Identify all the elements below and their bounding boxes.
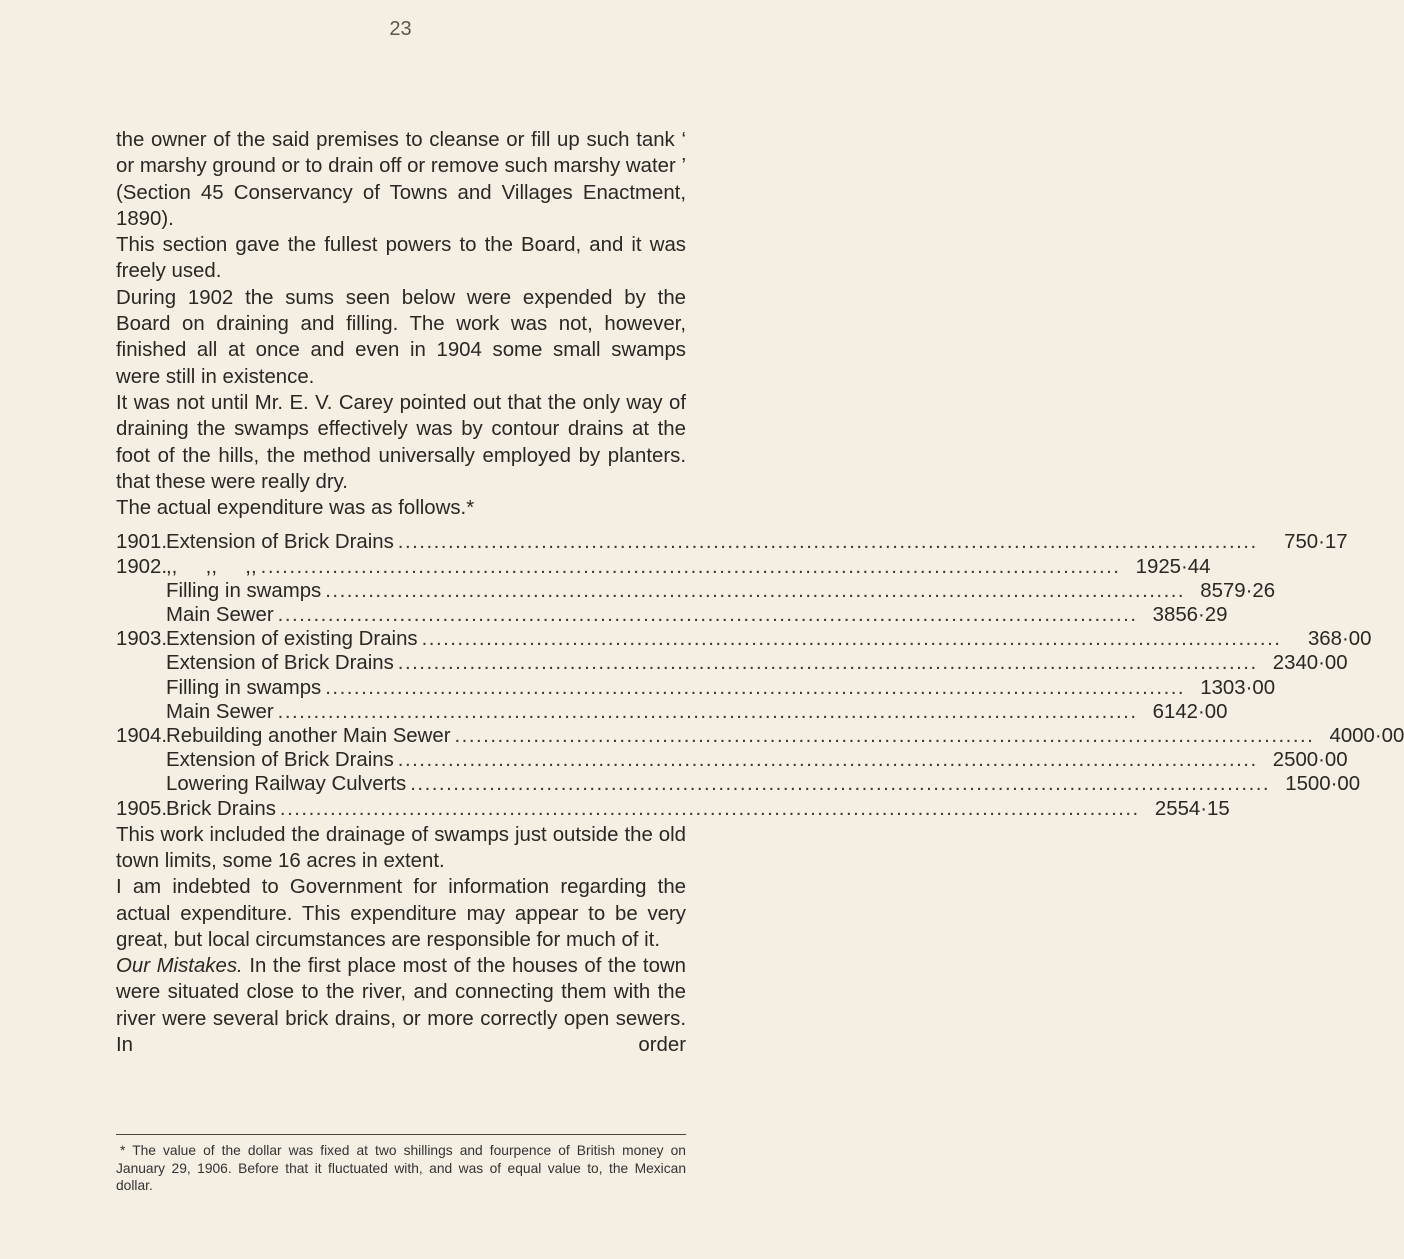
expenditure-item xyxy=(166,554,1120,580)
expenditure-amount: 1303·00 xyxy=(1200,676,1276,699)
footnote-marker: * xyxy=(120,1143,126,1158)
expenditure-year: 1904. xyxy=(116,724,168,747)
paragraph: This section gave the fullest powers to the Board, and it was freely used. xyxy=(116,234,686,283)
expenditure-year: 1905. xyxy=(116,797,168,820)
expenditure-amount: 4000·00 xyxy=(1329,724,1404,747)
expenditure-row xyxy=(116,723,1404,747)
expenditure-row xyxy=(116,675,1276,699)
leader-dots: ........................................................................................................................ xyxy=(277,700,1138,723)
expenditure-amount: 2554·15 xyxy=(1154,797,1230,820)
expenditure-item xyxy=(166,699,1138,725)
expenditure-row xyxy=(116,650,1348,675)
expenditure-item xyxy=(166,626,1281,652)
expenditure-item xyxy=(166,747,1258,773)
expenditure-item-text: Main Sewer xyxy=(166,700,274,723)
expenditure-item-text: Lowering Railway Culverts xyxy=(166,773,407,796)
expenditure-row xyxy=(116,529,1348,554)
expenditure-row xyxy=(116,578,1276,602)
leader-dots: ........................................................................................................................ xyxy=(397,531,1258,554)
expenditure-amount: 368·00 xyxy=(1307,628,1372,651)
expenditure-row xyxy=(116,699,1228,723)
footnote xyxy=(116,1142,686,1195)
expenditure-amount: 750·17 xyxy=(1284,531,1348,554)
expenditure-item-text: Rebuilding another Main Sewer xyxy=(166,724,451,747)
expenditure-row xyxy=(116,554,1211,578)
expenditure-item-text: Extension of existing Drains xyxy=(166,628,418,651)
expenditure-item xyxy=(166,650,1258,676)
expenditure-amount: 3856·29 xyxy=(1152,604,1228,627)
expenditure-item-text: Extension of Brick Drains xyxy=(166,749,394,772)
expenditure-item xyxy=(166,796,1140,822)
paragraph: During 1902 the sums seen below were expended by the Board on draining and filling. The work was not, however, finished all at once and even in 1904 some small swamps were still in existence. xyxy=(116,286,686,388)
expenditure-year: 1902. xyxy=(116,555,168,578)
leader-dots: ........................................................................................................................ xyxy=(454,724,1315,747)
leader-dots: ........................................................................................................................ xyxy=(325,676,1186,699)
expenditure-row xyxy=(116,796,1230,820)
leader-dots: ........................................................................................................................ xyxy=(277,604,1138,627)
expenditure-row xyxy=(116,771,1361,796)
expenditure-item-text: ,, ,, ,, xyxy=(166,555,257,578)
expenditure-item-text: Extension of Brick Drains xyxy=(166,531,394,554)
page-number: 23 xyxy=(389,18,412,40)
leader-dots: ........................................................................................................................ xyxy=(325,579,1186,602)
expenditure-item-text: Brick Drains xyxy=(166,797,276,820)
leader-dots: ........................................................................................................................ xyxy=(421,628,1282,651)
expenditure-amount: 1500·00 xyxy=(1285,773,1361,796)
expenditure-item xyxy=(166,529,1258,555)
expenditure-amount: 6142·00 xyxy=(1152,700,1228,723)
footnote-rule xyxy=(116,1134,686,1135)
expenditure-item xyxy=(166,578,1185,604)
paragraph xyxy=(116,953,686,1058)
expenditure-amount: 1925·44 xyxy=(1135,555,1211,578)
expenditure-item-text: Filling in swamps xyxy=(166,676,322,699)
paragraph-text: In the first place most of the houses of the town were situated close to the river, and connecting them with the river were several brick drains, or more correctly open sewers. In order xyxy=(116,955,686,1057)
expenditure-row xyxy=(116,747,1348,772)
leader-dots: ........................................................................................................................ xyxy=(410,773,1271,796)
expenditure-year: 1903. xyxy=(116,628,168,651)
section-lead: Our Mistakes. xyxy=(116,955,243,978)
expenditure-year: 1901. xyxy=(116,531,168,554)
leader-dots: ........................................................................................................................ xyxy=(279,797,1140,820)
expenditure-item-text: Filling in swamps xyxy=(166,579,322,602)
leader-dots: ........................................................................................................................ xyxy=(397,652,1258,675)
leader-dots: ........................................................................................................................ xyxy=(397,749,1258,772)
paragraph: I am indebted to Government for information regarding the actual expenditure. This expenditure may appear to be very great, but local circumstances are responsible for much of it. xyxy=(116,876,686,951)
paragraph: The actual expenditure was as follows.* xyxy=(116,497,475,520)
expenditure-item xyxy=(166,675,1185,701)
expenditure-amount: 2340·00 xyxy=(1272,652,1348,675)
expenditure-item xyxy=(166,771,1270,797)
expenditure-amount: 8579·26 xyxy=(1200,579,1276,602)
paragraph: This work included the drainage of swamps just outside the old town limits, some 16 acres in extent. xyxy=(116,823,686,872)
expenditure-table xyxy=(116,529,1404,820)
paragraph: It was not until Mr. E. V. Carey pointed out that the only way of draining the swamps effectively was by contour drains at the foot of the hills, the method universally employed by planters. that these were really dry. xyxy=(116,391,686,493)
expenditure-row xyxy=(116,626,1372,651)
expenditure-item xyxy=(166,602,1138,628)
footnote-text: The value of the dollar was fixed at two shillings and fourpence of British money on January 29, 1906. Before that it fluctuated with, and was of equal value to, the Mexican dollar. xyxy=(116,1143,686,1193)
expenditure-item-text: Extension of Brick Drains xyxy=(166,652,394,675)
expenditure-amount: 2500·00 xyxy=(1272,749,1348,772)
leader-dots: ........................................................................................................................ xyxy=(260,555,1121,578)
paragraph: the owner of the said premises to cleanse or fill up such tank ‘ or marshy ground or to drain off or remove such marshy water ’ (Section 45 Conservancy of Towns and Villages Enactment, 1890). xyxy=(116,129,686,230)
expenditure-item xyxy=(166,723,1314,749)
expenditure-item-text: Main Sewer xyxy=(166,604,274,627)
body-text xyxy=(116,127,1404,1058)
expenditure-row xyxy=(116,602,1228,627)
